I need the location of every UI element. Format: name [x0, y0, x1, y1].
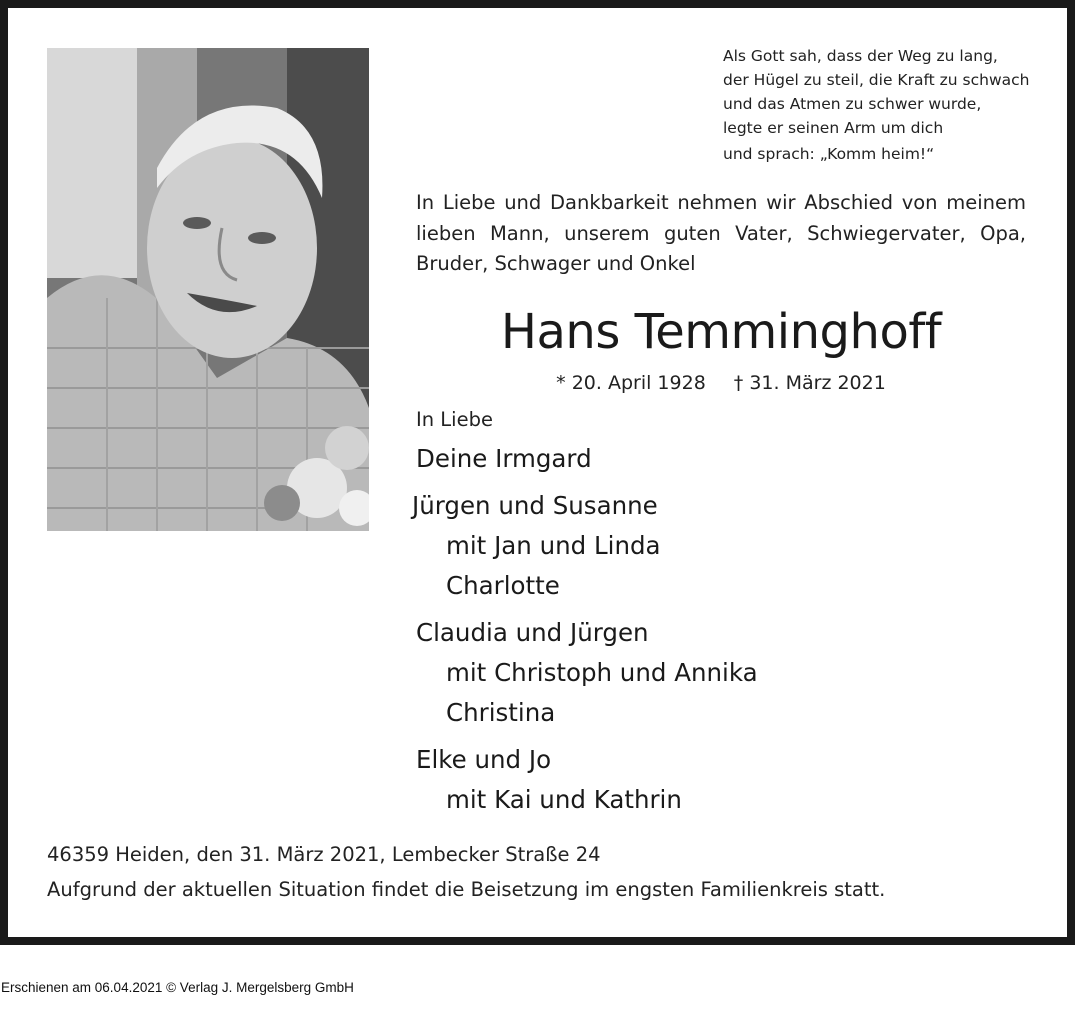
portrait-photo	[47, 48, 369, 531]
poem-line: Als Gott sah, dass der Weg zu lang,	[723, 47, 998, 65]
family-group-sub: mit Jan und Linda	[446, 531, 661, 560]
poem-line: der Hügel zu steil, die Kraft zu schwach	[723, 71, 1030, 89]
family-group-main: Claudia und Jürgen	[416, 618, 649, 647]
in-liebe-label: In Liebe	[416, 408, 493, 431]
funeral-notice: Aufgrund der aktuellen Situation findet die Beisetzung im engsten Familienkreis statt.	[47, 878, 886, 901]
intro-text: In Liebe und Dankbarkeit nehmen wir Abschied von meinem lieben Mann, unserem guten Vater, Schwiegervater, Opa, Bruder, Schwager und Onkel	[416, 191, 1026, 275]
family-group-sub: Christina	[446, 698, 556, 727]
family-list	[412, 439, 758, 820]
address-line: 46359 Heiden, den 31. März 2021, Lembecker Straße 24	[47, 843, 601, 866]
birth-date: * 20. April 1928	[556, 372, 706, 394]
poem-line: legte er seinen Arm um dich	[723, 119, 944, 137]
poem-line: und sprach: „Komm heim!“	[723, 145, 935, 163]
death-date: † 31. März 2021	[733, 372, 886, 394]
family-wife: Deine Irmgard	[416, 444, 592, 473]
publication-credit: Erschienen am 06.04.2021 © Verlag J. Mergelsberg GmbH	[1, 980, 354, 995]
family-group-sub: mit Kai und Kathrin	[446, 785, 682, 814]
family-group-main: Elke und Jo	[416, 745, 552, 774]
poem-line: und das Atmen zu schwer wurde,	[723, 95, 982, 113]
deceased-name: Hans Temminghoff	[500, 304, 942, 360]
family-group-main: Jürgen und Susanne	[412, 491, 658, 520]
family-group-sub: mit Christoph und Annika	[446, 658, 758, 687]
life-dates	[416, 369, 1026, 397]
family-group-sub: Charlotte	[446, 571, 560, 600]
portrait-image	[47, 48, 369, 531]
poem	[723, 44, 1029, 166]
